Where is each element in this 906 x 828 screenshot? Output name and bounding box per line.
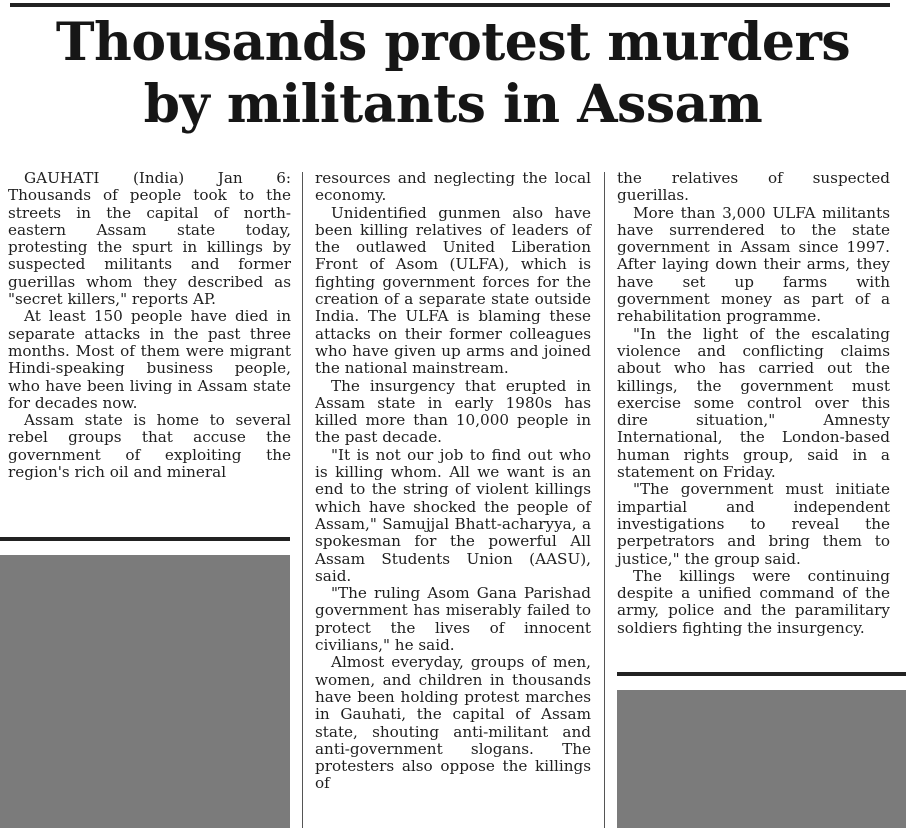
top-rule <box>10 3 890 7</box>
paragraph: the relatives of suspected guerillas. <box>617 169 890 205</box>
headline <box>0 12 906 136</box>
paragraph: "The government must initiate impartial and independent investigations to reveal the perpetrators and bring them to justice," the group said. <box>617 480 890 568</box>
paragraph: The killings were continuing despite a unified command of the army, police and the paramilitary soldiers fighting the insurgency. <box>617 566 890 637</box>
headline-line-2: by militants in Assam <box>143 74 763 135</box>
paragraph: resources and neglecting the local economy. <box>315 169 591 205</box>
paragraph: More than 3,000 ULFA militants have surrendered to the state government in Assam since 1997. After laying down their arms, they have set up farms with government money as part of a rehabilitation programme. <box>617 203 890 326</box>
article-column-2 <box>315 170 591 793</box>
article-column-1 <box>8 170 291 481</box>
paragraph: "It is not our job to find out who is killing whom. All we want is an end to the string of violent killings which have shocked the people of Assam," Samujjal Bhatt-acharyya, a spokesman for the powerful All Assam Students Union (AASU), said. <box>315 445 591 585</box>
paragraph: "The ruling Asom Gana Parishad government has miserably failed to protect the lives of innocent civilians," he said. <box>315 584 591 655</box>
section-rule-right <box>617 672 906 676</box>
column-rule-1 <box>302 172 303 828</box>
paragraph: Almost everyday, groups of men, women, and children in thousands have been holding protest marches in Gauhati, the capital of Assam state, shouting anti-militant and anti-government slogans. The protesters also oppose the killings of <box>315 653 591 793</box>
paragraph: The insurgency that erupted in Assam state in early 1980s has killed more than 10,000 people in the past decade. <box>315 376 591 447</box>
paragraph: At least 150 people have died in separate attacks in the past three months. Most of them were migrant Hindi-speaking business people, who have been living in Assam state for decades now. <box>8 307 291 412</box>
paragraph: Unidentified gunmen also have been killing relatives of leaders of the outlawed United Liberation Front of Asom (ULFA), which is fighting government forces for the creation of a separate state outside India. The ULFA is blaming these attacks on their former colleagues who have given up arms and joined the national mainstream. <box>315 203 591 378</box>
adjacent-image-right <box>617 690 906 828</box>
column-rule-2 <box>604 172 605 828</box>
paragraph: GAUHATI (India) Jan 6: Thousands of people took to the streets in the capital of north-eastern Assam state today, protesting the spurt in killings by suspected militants and former guerillas whom they described as "secret killers," reports AP. <box>8 169 291 309</box>
paragraph: Assam state is home to several rebel groups that accuse the government of exploiting the region's rich oil and mineral <box>8 411 291 482</box>
article-column-3 <box>617 170 890 637</box>
adjacent-image-left <box>0 555 290 828</box>
paragraph: "In the light of the escalating violence and conflicting claims about who has carried out the killings, the government must exercise some control over this dire situation," Amnesty International, the London-based human rights group, said in a statement on Friday. <box>617 324 890 482</box>
headline-line-1: Thousands protest murders <box>55 12 851 73</box>
section-rule-left <box>0 537 290 541</box>
